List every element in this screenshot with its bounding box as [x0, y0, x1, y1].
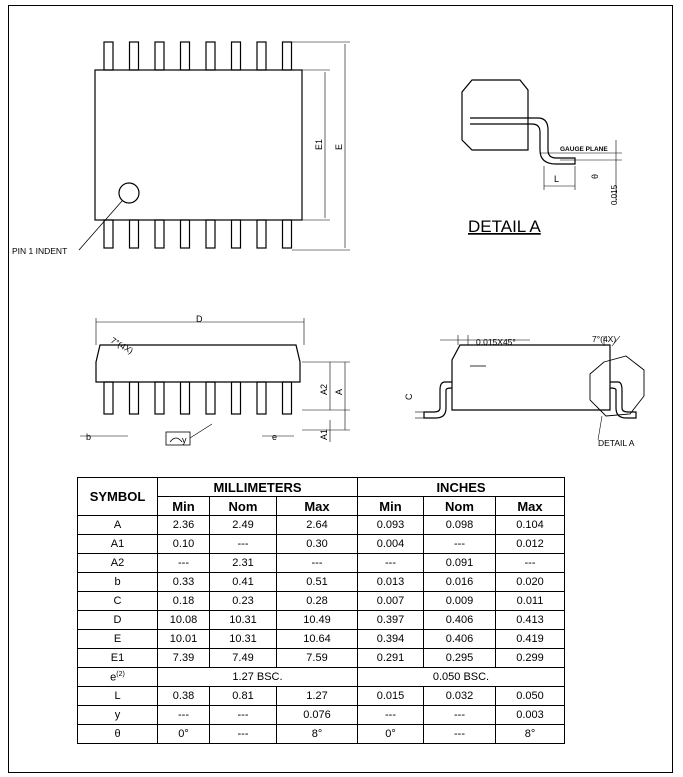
value-cell: ---: [496, 554, 565, 573]
table-row: [78, 611, 565, 630]
dim-e1-label: E1: [314, 138, 324, 150]
gauge-plane-label: GAUGE PLANE: [560, 146, 608, 153]
datum-y-label: y: [182, 435, 187, 445]
value-cell: 7.49: [210, 649, 277, 668]
pin1-indent-label: PIN 1 INDENT: [12, 246, 68, 256]
value-cell: 0.406: [424, 630, 496, 649]
value-cell: 2.49: [210, 516, 277, 535]
top-pin: [283, 42, 292, 70]
side-pin: [232, 382, 241, 414]
value-cell: ---: [210, 706, 277, 725]
value-cell: 0.38: [158, 687, 210, 706]
dim-a2-label: A2: [319, 383, 329, 395]
value-cell: 0.23: [210, 592, 277, 611]
value-cell: 10.01: [158, 630, 210, 649]
detail-a-circle: [590, 356, 644, 416]
value-cell: ---: [277, 554, 358, 573]
end-view-lead-right: [610, 382, 636, 418]
value-cell: 0.013: [358, 573, 424, 592]
dim-a-label: A: [334, 388, 344, 395]
dim-l-label: L: [554, 174, 560, 184]
symbol-cell: A1: [78, 535, 158, 554]
value-cell: 0.091: [424, 554, 496, 573]
value-cell: 0°: [158, 725, 210, 744]
value-cell: 0.020: [496, 573, 565, 592]
value-cell: 7.59: [277, 649, 358, 668]
col-header: Max: [277, 497, 358, 516]
value-cell: 0.007: [358, 592, 424, 611]
table-row: [78, 592, 565, 611]
value-cell: ---: [158, 706, 210, 725]
dim-c-label: C: [404, 393, 414, 400]
top-view-pins: [104, 42, 292, 248]
value-cell: 0.076: [277, 706, 358, 725]
chamfer-label: 0.015X45°: [476, 337, 516, 347]
symbol-cell: L: [78, 687, 158, 706]
value-cell: 0.41: [210, 573, 277, 592]
value-cell: 0.419: [496, 630, 565, 649]
top-view-body: [95, 70, 302, 220]
detail-a-callout: DETAIL A: [598, 438, 635, 448]
side-pin: [283, 382, 292, 414]
symbol-text: e: [110, 671, 117, 684]
value-cell: 0.394: [358, 630, 424, 649]
bottom-pin: [104, 220, 113, 248]
value-cell: ---: [424, 706, 496, 725]
table-row: [78, 573, 565, 592]
side-view-pins: [104, 382, 292, 414]
dim-theta-label: θ: [590, 173, 600, 179]
top-pin: [130, 42, 139, 70]
symbol-cell: [78, 668, 158, 687]
side-pin: [104, 382, 113, 414]
bottom-pin: [130, 220, 139, 248]
value-cell: 0.015: [358, 687, 424, 706]
inches-header: INCHES: [358, 478, 565, 497]
value-cell: 0.291: [358, 649, 424, 668]
bottom-pin: [232, 220, 241, 248]
value-cell: 10.08: [158, 611, 210, 630]
table-row: [78, 668, 565, 687]
table-row: [78, 725, 565, 744]
detail-a-title: DETAIL A: [468, 217, 541, 236]
value-cell: 0.104: [496, 516, 565, 535]
symbol-cell: D: [78, 611, 158, 630]
value-cell: 2.31: [210, 554, 277, 573]
top-pin: [257, 42, 266, 70]
value-cell: 0.012: [496, 535, 565, 554]
symbol-cell: A: [78, 516, 158, 535]
bottom-pin: [206, 220, 215, 248]
value-cell: 8°: [496, 725, 565, 744]
value-cell: 0.009: [424, 592, 496, 611]
pin1-indent-mark: [119, 183, 139, 203]
millimeters-header: MILLIMETERS: [158, 478, 358, 497]
dim-e-label: E: [334, 143, 344, 150]
value-cell: ---: [424, 535, 496, 554]
detail-a-body: [462, 80, 528, 150]
top-pin: [104, 42, 113, 70]
dim-b-label: b: [86, 432, 92, 442]
value-cell: 10.31: [210, 611, 277, 630]
value-cell: 0.51: [277, 573, 358, 592]
table-row: [78, 649, 565, 668]
value-cell: 0.093: [358, 516, 424, 535]
angle-right-label: 7°(4X): [592, 334, 617, 344]
symbol-cell: E1: [78, 649, 158, 668]
table-row: [78, 516, 565, 535]
value-cell: 0.81: [210, 687, 277, 706]
value-cell: ---: [424, 725, 496, 744]
value-cell: 0.050 BSC.: [358, 668, 565, 687]
top-view: [79, 42, 350, 250]
value-cell: 0.28: [277, 592, 358, 611]
side-pin: [206, 382, 215, 414]
end-view-body: [452, 345, 610, 410]
value-cell: ---: [358, 706, 424, 725]
angle-left-label: 7°(4X): [109, 335, 135, 356]
value-cell: ---: [158, 554, 210, 573]
top-pin: [232, 42, 241, 70]
value-cell: ---: [210, 725, 277, 744]
value-cell: 0.004: [358, 535, 424, 554]
bottom-pin: [283, 220, 292, 248]
table-row: [78, 687, 565, 706]
value-cell: 2.64: [277, 516, 358, 535]
symbol-cell: C: [78, 592, 158, 611]
dim-d-label: D: [196, 314, 203, 324]
table-row: [78, 706, 565, 725]
symbol-header: SYMBOL: [78, 478, 158, 516]
value-cell: 7.39: [158, 649, 210, 668]
table-row: [78, 535, 565, 554]
detail-a-lead: [470, 118, 575, 164]
table-row: [78, 630, 565, 649]
col-header: Nom: [424, 497, 496, 516]
dimensions-table: [77, 477, 565, 744]
value-cell: 8°: [277, 725, 358, 744]
value-cell: 0.003: [496, 706, 565, 725]
bottom-pin: [155, 220, 164, 248]
value-cell: 10.31: [210, 630, 277, 649]
detail-a-view: [462, 80, 622, 202]
top-pin: [206, 42, 215, 70]
side-pin: [181, 382, 190, 414]
value-cell: 0.016: [424, 573, 496, 592]
value-cell: 0.397: [358, 611, 424, 630]
value-cell: 10.49: [277, 611, 358, 630]
symbol-cell: θ: [78, 725, 158, 744]
value-cell: 0.032: [424, 687, 496, 706]
dim-e-small-label: e: [272, 432, 278, 442]
dim-a1-label: A1: [319, 428, 329, 440]
value-cell: 0.406: [424, 611, 496, 630]
side-pin: [155, 382, 164, 414]
end-view: [415, 335, 644, 440]
value-cell: ---: [210, 535, 277, 554]
value-cell: 0.011: [496, 592, 565, 611]
symbol-cell: b: [78, 573, 158, 592]
top-pin: [155, 42, 164, 70]
value-cell: ---: [358, 554, 424, 573]
symbol-cell: E: [78, 630, 158, 649]
table-row: [78, 554, 565, 573]
footnote-mark: (2): [116, 670, 125, 678]
col-header: Nom: [210, 497, 277, 516]
value-cell: 0.413: [496, 611, 565, 630]
value-cell: 0.098: [424, 516, 496, 535]
value-cell: 0.050: [496, 687, 565, 706]
value-cell: 10.64: [277, 630, 358, 649]
value-cell: 0.10: [158, 535, 210, 554]
value-cell: 0.295: [424, 649, 496, 668]
side-view: [80, 318, 350, 445]
top-pin: [181, 42, 190, 70]
end-view-lead-left: [424, 382, 452, 418]
value-cell: 0.33: [158, 573, 210, 592]
side-pin: [257, 382, 266, 414]
value-cell: 1.27: [277, 687, 358, 706]
bottom-pin: [181, 220, 190, 248]
dim-0015-label: 0.015: [610, 184, 619, 205]
symbol-cell: A2: [78, 554, 158, 573]
value-cell: 0.299: [496, 649, 565, 668]
value-cell: 0.30: [277, 535, 358, 554]
value-cell: 0.18: [158, 592, 210, 611]
col-header: Max: [496, 497, 565, 516]
col-header: Min: [358, 497, 424, 516]
symbol-cell: y: [78, 706, 158, 725]
value-cell: 2.36: [158, 516, 210, 535]
bottom-pin: [257, 220, 266, 248]
value-cell: 0°: [358, 725, 424, 744]
value-cell: 1.27 BSC.: [158, 668, 358, 687]
col-header: Min: [158, 497, 210, 516]
side-pin: [130, 382, 139, 414]
